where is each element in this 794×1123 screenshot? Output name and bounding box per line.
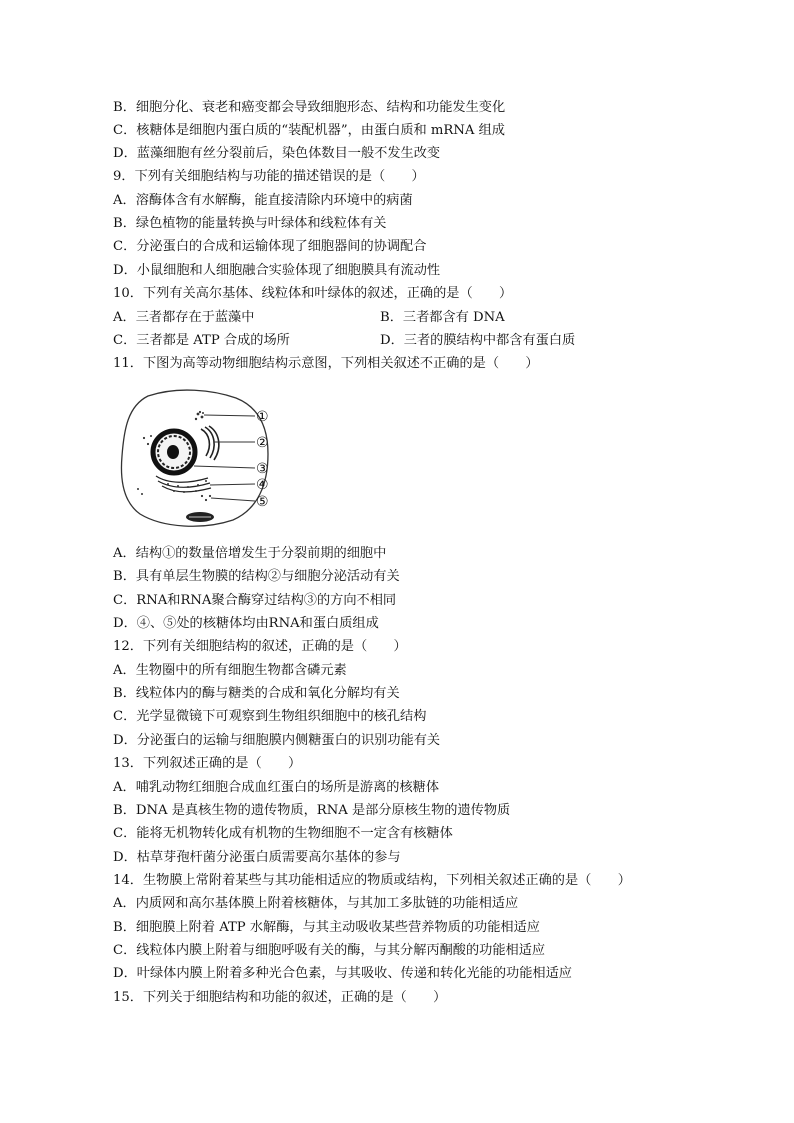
q14-option-a: A．内质网和高尔基体膜上附着核糖体，与其加工多肽链的功能相适应: [113, 896, 519, 911]
q8-option-b: B．细胞分化、衰老和癌变都会导致细胞形态、结构和功能发生变化: [113, 100, 506, 115]
q10-option-b: B．三者都含有 DNA: [380, 310, 505, 325]
q12-option-a: A．生物圈中的所有细胞生物都含磷元素: [113, 663, 347, 678]
q9-option-a: A．溶酶体含有水解酶，能直接清除内环境中的病菌: [113, 193, 413, 208]
label-2: ②: [256, 435, 269, 451]
q12-stem: 12．下列有关细胞结构的叙述，正确的是（ ）: [113, 639, 407, 654]
q10-stem: 10．下列有关高尔基体、线粒体和叶绿体的叙述，正确的是（ ）: [113, 286, 513, 301]
mitochondrion: [186, 512, 214, 522]
q9-stem: 9．下列有关细胞结构与功能的描述错误的是（ ）: [113, 169, 425, 184]
label-4: ④: [256, 477, 269, 493]
q11-stem: 11．下图为高等动物细胞结构示意图，下列相关叙述不正确的是（ ）: [113, 356, 539, 371]
q11-option-c: C．RNA和RNA聚合酶穿过结构③的方向不相同: [113, 593, 397, 608]
q12-option-d: D．分泌蛋白的运输与细胞膜内侧糖蛋白的识别功能有关: [113, 733, 441, 748]
q11-option-a: A．结构①的数量倍增发生于分裂前期的细胞中: [113, 546, 387, 561]
q13-stem: 13．下列叙述正确的是（ ）: [113, 756, 302, 771]
q12-option-c: C．光学显微镜下可观察到生物组织细胞中的核孔结构: [113, 709, 427, 724]
label-3: ③: [256, 461, 269, 477]
label-1: ①: [256, 409, 269, 425]
q8-option-c: C．核糖体是细胞内蛋白质的“装配机器”，由蛋白质和 mRNA 组成: [113, 123, 505, 138]
q15-stem: 15．下列关于细胞结构和功能的叙述，正确的是（ ）: [113, 990, 447, 1005]
q10-option-a: A．三者都存在于蓝藻中: [113, 310, 255, 325]
label-5: ⑤: [256, 494, 269, 510]
q12-option-b: B．线粒体内的酶与糖类的合成和氧化分解均有关: [113, 686, 400, 701]
q9-option-c: C．分泌蛋白的合成和运输体现了细胞器间的协调配合: [113, 239, 427, 254]
q8-option-d: D．蓝藻细胞有丝分裂前后，染色体数目一般不发生改变: [113, 146, 441, 161]
q9-option-b: B．绿色植物的能量转换与叶绿体和线粒体有关: [113, 216, 387, 231]
q10-option-c: C．三者都是 ATP 合成的场所: [113, 333, 290, 348]
q13-option-b: B．DNA 是真核生物的遗传物质，RNA 是部分原核生物的遗传物质: [113, 803, 511, 818]
q11-option-b: B．具有单层生物膜的结构②与细胞分泌活动有关: [113, 569, 400, 584]
q9-option-d: D．小鼠细胞和人细胞融合实验体现了细胞膜具有流动性: [113, 263, 441, 278]
q14-option-d: D．叶绿体内膜上附着多种光合色素，与其吸收、传递和转化光能的功能相适应: [113, 966, 572, 981]
q10-option-d: D．三者的膜结构中都含有蛋白质: [380, 333, 576, 348]
q11-option-d: D．④、⑤处的核糖体均由RNA和蛋白质组成: [113, 616, 379, 631]
q13-option-c: C．能将无机物转化成有机物的生物细胞不一定含有核糖体: [113, 826, 453, 841]
nucleolus: [167, 445, 179, 459]
animal-cell-diagram: [118, 384, 288, 530]
q14-option-c: C．线粒体内膜上附着与细胞呼吸有关的酶，与其分解丙酮酸的功能相适应: [113, 943, 546, 958]
q14-option-b: B．细胞膜上附着 ATP 水解酶，与其主动吸收某些营养物质的功能相适应: [113, 920, 540, 935]
q13-option-d: D．枯草芽孢杆菌分泌蛋白质需要高尔基体的参与: [113, 850, 401, 865]
q13-option-a: A．哺乳动物红细胞合成血红蛋白的场所是游离的核糖体: [113, 780, 440, 795]
q14-stem: 14．生物膜上常附着某些与其功能相适应的物质或结构，下列相关叙述正确的是（ ）: [113, 873, 631, 888]
